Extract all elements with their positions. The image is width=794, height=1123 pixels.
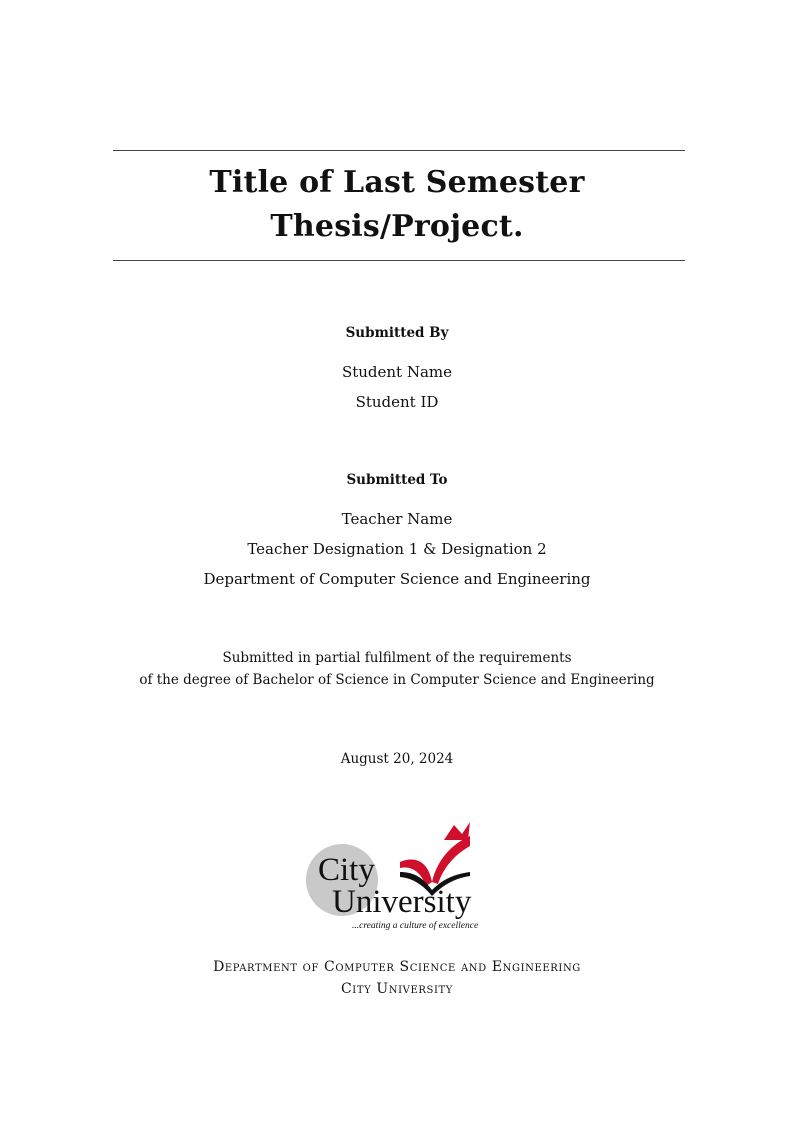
logo-word-university: University	[332, 884, 472, 920]
logo-word-city: City	[318, 852, 375, 888]
teacher-department: Department of Computer Science and Engineering	[203, 570, 591, 588]
footer-university: City University	[340, 981, 453, 997]
submitted-to-heading: Submitted To	[346, 472, 448, 488]
title-bottom-rule	[113, 260, 685, 261]
submitted-by-heading: Submitted By	[345, 325, 449, 341]
requirement-statement-line-2: of the degree of Bachelor of Science in Computer Science and Engineering	[139, 672, 655, 688]
thesis-title-line-1: Title of Last Semester	[209, 165, 585, 200]
city-university-logo	[304, 820, 494, 938]
submission-date: August 20, 2024	[340, 751, 454, 767]
student-id: Student ID	[355, 393, 439, 411]
logo-book-flame	[444, 822, 470, 840]
logo-tagline: ...creating a culture of excellence	[352, 921, 479, 931]
footer-department: Department of Computer Science and Engineering	[213, 959, 581, 975]
teacher-designation: Teacher Designation 1 & Designation 2	[247, 540, 547, 558]
requirement-statement-line-1: Submitted in partial fulfilment of the requirements	[222, 650, 572, 666]
thesis-title-line-2: Thesis/Project.	[270, 209, 524, 244]
teacher-name: Teacher Name	[341, 510, 453, 528]
student-name: Student Name	[341, 363, 453, 381]
title-top-rule	[113, 150, 685, 151]
